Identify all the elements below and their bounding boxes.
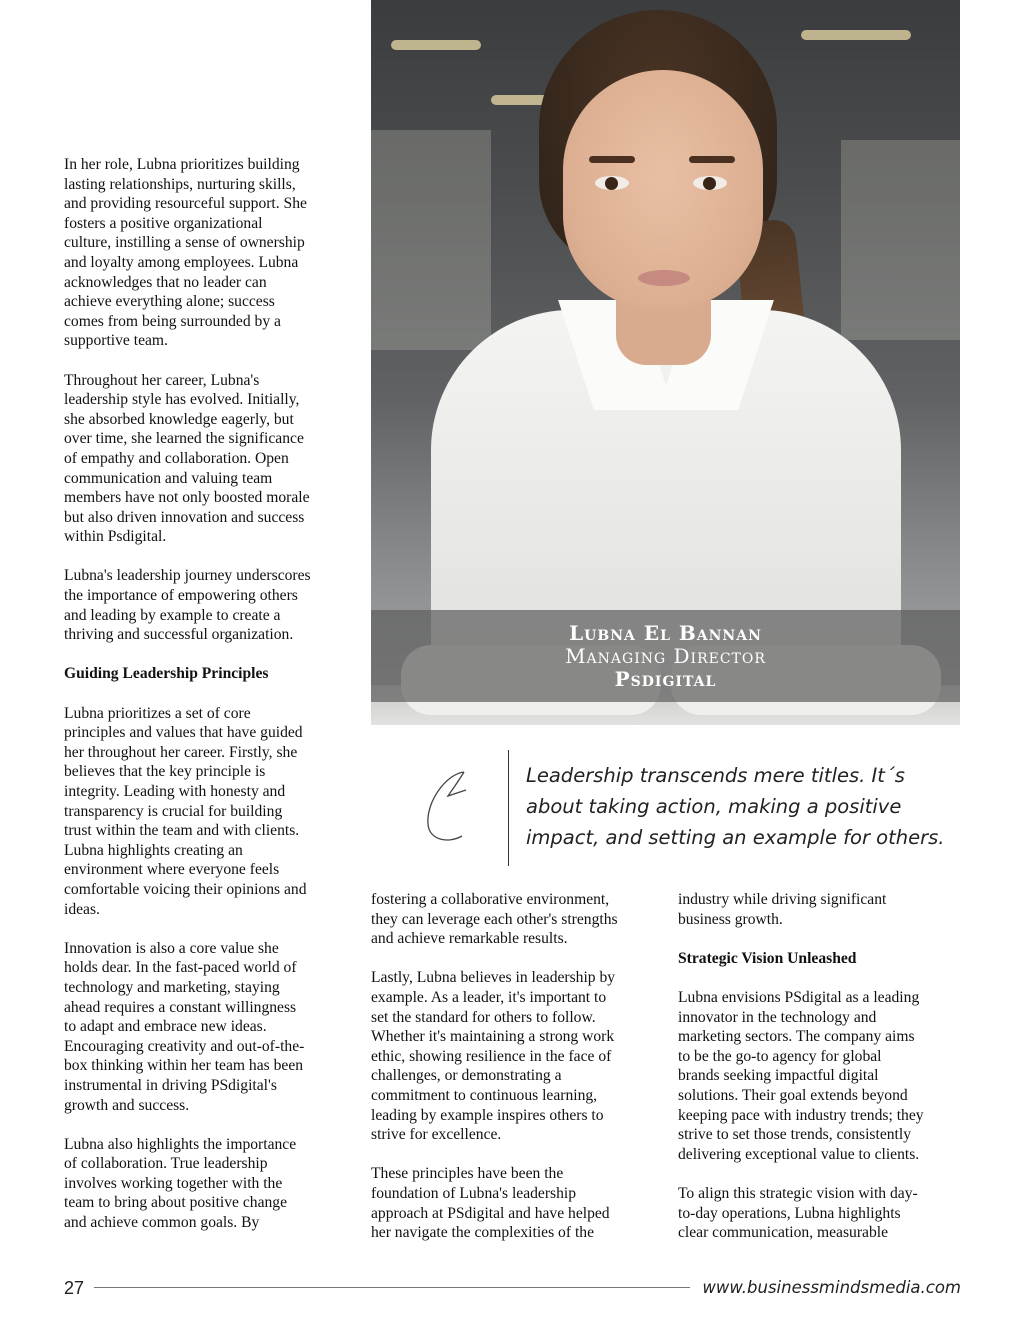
pull-quote-line: about taking action, making a positive: [526, 795, 902, 818]
article-column-middle: [371, 890, 661, 1243]
body-paragraph: Lastly, Lubna believes in leadership by example. As a leader, it's important to set the standard for others to follow. Whether it's maintaining a strong work ethic, showing resilience in the face of challenges, or demonstrating a commitment to continuous learning, leading by example inspires others to strive for excellence.: [371, 969, 616, 1144]
website-link[interactable]: www.businessmindsmedia.com: [702, 1278, 961, 1297]
quote-divider: [508, 750, 509, 866]
quote-mark-icon: [418, 762, 478, 852]
body-paragraph: To align this strategic vision with day- to-day operations, Lubna highlights clear communication, measurable: [678, 1184, 918, 1242]
article-column-left: [64, 155, 354, 1233]
body-paragraph: Lubna prioritizes a set of core principles and values that have guided her throughout her career. Firstly, she believes that the key principle is integrity. Leading with honesty and transparency is crucial for building trust within the team and with clients. Lubna highlights creating an environment where everyone feels comfortable voicing their opinions and ideas.: [64, 704, 307, 918]
photo-caption: [371, 610, 960, 702]
body-paragraph: These principles have been the foundation of Lubna's leadership approach at PSdigital and have helped her navigate the complexities of the: [371, 1165, 610, 1242]
caption-company: Psdigital: [614, 667, 717, 691]
body-paragraph: Innovation is also a core value she holds dear. In the fast-paced world of technology and marketing, staying ahead requires a constant willingness to adapt and embrace new ideas. Encouraging creativity and out-of-the- box thinking within her team has been instrumental in driving PSdigital's growth and success.: [64, 939, 305, 1114]
article-column-right: [678, 890, 963, 1243]
page-number: 27: [64, 1278, 85, 1298]
section-heading-guiding-principles: Guiding Leadership Principles: [64, 665, 269, 683]
body-paragraph: fostering a collaborative environment, they can leverage each other's strengths and achieve remarkable results.: [371, 891, 618, 948]
caption-role: Managing Director: [565, 644, 766, 668]
body-paragraph: In her role, Lubna prioritizes building lasting relationships, nurturing skills, and providing resourceful support. She fosters a positive organizational culture, instilling a sense of ownership and loyalty among employees. Lubna acknowledges that no leader can achieve everything alone; success comes from being surrounded by a supportive team.: [64, 156, 307, 350]
pull-quote: [526, 760, 946, 853]
footer-divider: [94, 1287, 690, 1288]
pull-quote-line: impact, and setting an example for others.: [526, 826, 945, 849]
body-paragraph: Lubna envisions PSdigital as a leading innovator in the technology and marketing sectors. The company aims to be the go-to agency for global brands seeking impactful digital solutions. Their goal extends beyond keeping pace with industry trends; they strive to set those trends, consistently delivering exceptional value to clients.: [678, 988, 924, 1163]
body-paragraph: industry while driving significant business growth.: [678, 891, 887, 928]
body-paragraph: Lubna's leadership journey underscores the importance of empowering others and leading by example to create a thriving and successful organization.: [64, 567, 311, 644]
caption-name: Lubna El Bannan: [569, 621, 762, 645]
body-paragraph: Throughout her career, Lubna's leadership style has evolved. Initially, she absorbed knowledge eagerly, but over time, she learned the significance of empathy and collaboration. Open communication and valuing team members have not only boosted morale but also driven innovation and success within Psdigital.: [64, 371, 310, 546]
pull-quote-line: Leadership transcends mere titles. It´s: [526, 764, 905, 787]
section-heading-strategic-vision: Strategic Vision Unleashed: [678, 949, 857, 967]
body-paragraph: Lubna also highlights the importance of collaboration. True leadership involves working together with the team to bring about positive change and achieve common goals. By: [64, 1135, 297, 1232]
